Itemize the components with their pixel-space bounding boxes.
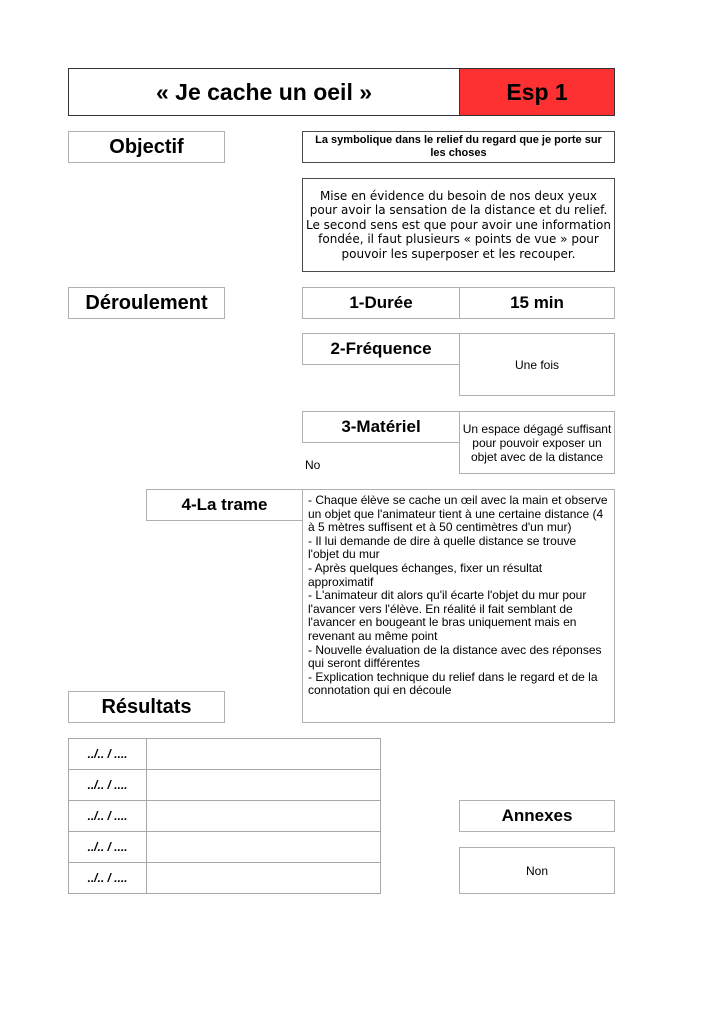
trame-step: - L'animateur dit alors qu'il écarte l'objet du mur pour l'avancer vers l'élève. En réalité il fait semblant de l'avancer en bougeant le bras uniquement mais en revenant au même point [308,588,587,643]
table-row [69,832,381,863]
trame-label-text: 4-La trame [181,495,268,514]
note-cell[interactable] [147,863,381,894]
note-cell[interactable] [147,739,381,770]
table-row [69,770,381,801]
frequence-value-text: Une fois [514,357,560,372]
annexes-heading [459,800,615,832]
note-cell[interactable] [147,770,381,801]
trame-step: - Il lui demande de dire à quelle distance se trouve l'objet du mur [308,533,577,562]
annexes-value-text: Non [525,863,548,878]
annexes-value [459,847,615,894]
annexes-heading-text: Annexes [501,806,573,825]
duree-value-text: 15 min [510,293,564,312]
date-cell: ../.. / .... [69,832,147,863]
materiel-value-text: Un espace dégagé suffisant pour pouvoir exposer un objet avec de la distance [462,421,612,464]
note-cell[interactable] [147,801,381,832]
frequence-label [302,333,460,365]
materiel-value [459,411,615,474]
trame-step: - Explication technique du relief dans le regard et de la connotation qui en découle [308,669,598,698]
deroulement-heading [68,287,225,319]
materiel-extra-note: No [305,458,321,472]
table-row [69,863,381,894]
duree-label-text: 1-Durée [349,293,413,312]
trame-step: - Chaque élève se cache un œil avec la main et observe un objet que l'animateur tient à une certaine distance (4 à 5 mètres suffisent et à 50 centimètres d'un mur) [308,493,608,535]
objectif-heading [68,131,225,163]
date-cell: ../.. / .... [69,801,147,832]
duree-value [459,287,615,319]
objectif-heading-text: Objectif [109,135,184,158]
trame-step: - Nouvelle évaluation de la distance avec des réponses qui seront différentes [308,642,602,671]
activity-code-badge [459,68,615,116]
resultats-table [68,738,381,894]
trame-step: - Après quelques échanges, fixer un résultat approximatif [308,560,543,589]
duree-label [302,287,460,319]
objectif-subtitle-text: La symbolique dans le relief du regard que je porte sur les choses [315,134,602,159]
materiel-label-text: 3-Matériel [341,417,421,436]
table-row [69,801,381,832]
activity-code-text: Esp 1 [506,78,568,105]
resultats-heading-text: Résultats [101,695,192,718]
objectif-description [302,178,615,272]
note-cell[interactable] [147,832,381,863]
activity-title-text: « Je cache un oeil » [155,78,373,105]
trame-steps [302,489,615,723]
resultats-heading [68,691,225,723]
frequence-label-text: 2-Fréquence [330,339,432,358]
activity-title [68,68,460,116]
frequence-value [459,333,615,396]
date-cell: ../.. / .... [69,863,147,894]
table-row [69,739,381,770]
materiel-label [302,411,460,443]
deroulement-heading-text: Déroulement [85,291,208,314]
objectif-description-text: Mise en évidence du besoin de nos deux yeux pour avoir la sensation de la distance et du relief. Le second sens est que pour avoir une information fondée, il faut plusieurs « points de vue » pour pouvoir les superposer et les recouper. [305,188,612,261]
trame-label [146,489,303,521]
objectif-subtitle [302,131,615,163]
date-cell: ../.. / .... [69,739,147,770]
date-cell: ../.. / .... [69,770,147,801]
